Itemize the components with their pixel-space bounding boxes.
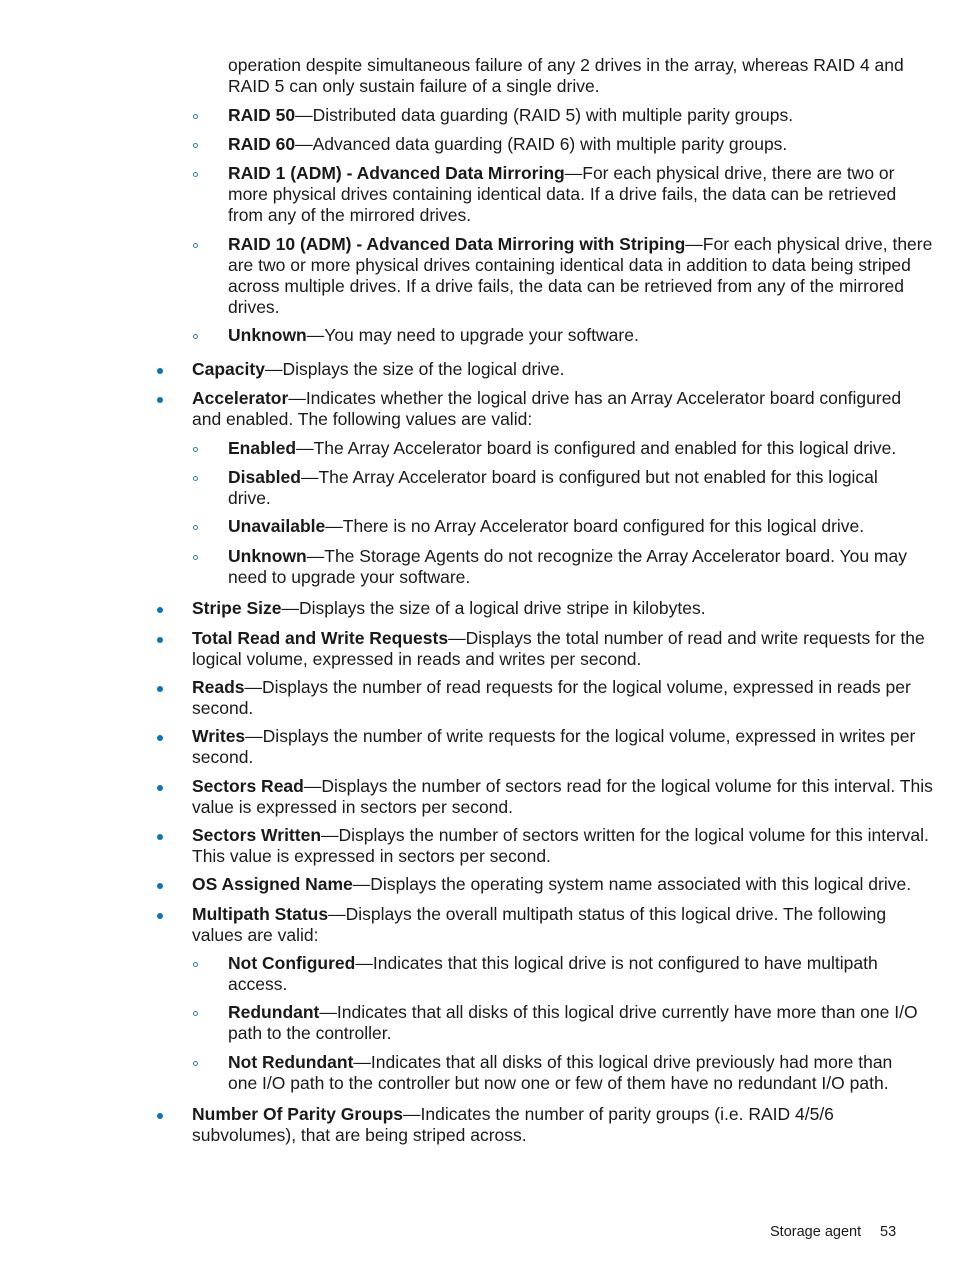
sub-list-item-line <box>228 255 911 276</box>
footer-section-title: Storage agent <box>770 1224 862 1240</box>
description-text: second. <box>192 747 254 767</box>
bullet-icon <box>157 1113 163 1119</box>
description-text: —The Array Accelerator board is configured and enabled for this logical drive. <box>296 438 897 458</box>
term-label: Reads <box>192 677 245 697</box>
description-text: subvolumes), that are being striped across. <box>192 1125 527 1145</box>
description-text: —Displays the size of a logical drive stripe in kilobytes. <box>281 598 706 618</box>
list-item-line <box>192 388 901 409</box>
description-text: one I/O path to the controller but now one or few of them have no redundant I/O path. <box>228 1073 889 1093</box>
bullet-icon <box>157 785 163 791</box>
list-item-line <box>192 874 911 895</box>
description-text: second. <box>192 698 254 718</box>
sub-bullet-icon <box>193 172 198 177</box>
description-text: from any of the mirrored drives. <box>228 205 472 225</box>
description-text: drives. <box>228 297 280 317</box>
term-label: Unknown <box>228 325 307 345</box>
sub-list-item-line <box>228 1002 918 1023</box>
description-text: —For each physical drive, there are two or <box>564 163 895 183</box>
term-label: Enabled <box>228 438 297 458</box>
list-item-line <box>192 904 886 925</box>
description-text: —The Storage Agents do not recognize the Array Accelerator board. You may <box>306 546 907 566</box>
description-text: —The Array Accelerator board is configured but not enabled for this logical <box>300 467 878 487</box>
sub-list-item-line <box>228 488 271 509</box>
sub-bullet-icon <box>193 243 198 248</box>
sub-list-item-line <box>228 1073 889 1094</box>
term-label: OS Assigned Name <box>192 874 353 894</box>
term-label: Accelerator <box>192 388 289 408</box>
list-item-line <box>192 1104 834 1125</box>
description-text: —There is no Array Accelerator board configured for this logical drive. <box>325 516 865 536</box>
sub-list-item-line <box>228 276 904 297</box>
sub-bullet-icon <box>193 1061 198 1066</box>
footer-page-number: 53 <box>880 1224 897 1240</box>
list-item-line <box>192 747 253 768</box>
bullet-icon <box>157 368 163 374</box>
sub-list-item-line <box>228 325 639 346</box>
description-text: —Displays the number of sectors written for the logical volume for this interval. <box>321 825 929 845</box>
sub-bullet-icon <box>193 525 198 530</box>
sub-list-item-line <box>228 567 470 588</box>
sub-list-item-line <box>228 55 904 76</box>
list-item-line <box>192 846 551 867</box>
description-text: and enabled. The following values are valid: <box>192 409 533 429</box>
bullet-icon <box>157 637 163 643</box>
sub-list-item-line <box>228 134 787 155</box>
sub-bullet-icon <box>193 476 198 481</box>
list-item-line <box>192 925 318 946</box>
term-label: RAID 10 (ADM) - Advanced Data Mirroring with Striping <box>228 234 686 254</box>
sub-list-item-line <box>228 184 896 205</box>
list-item-line <box>192 628 925 649</box>
description-text: —Displays the total number of read and write requests for the <box>448 628 925 648</box>
bullet-icon <box>157 834 163 840</box>
description-text: —Displays the size of the logical drive. <box>264 359 565 379</box>
description-text: need to upgrade your software. <box>228 567 471 587</box>
term-label: Unknown <box>228 546 307 566</box>
sub-list-item-line <box>228 438 896 459</box>
sub-list-item-line <box>228 297 280 318</box>
list-item-line <box>192 598 706 619</box>
sub-bullet-icon <box>193 555 198 560</box>
term-label: Sectors Read <box>192 776 304 796</box>
term-label: Writes <box>192 726 246 746</box>
list-item-line <box>192 1125 527 1146</box>
description-text: RAID 5 can only sustain failure of a single drive. <box>228 76 600 96</box>
description-text: value is expressed in sectors per second. <box>192 797 513 817</box>
bullet-icon <box>157 735 163 741</box>
sub-list-item-line <box>228 163 894 184</box>
description-text: logical volume, expressed in reads and writes per second. <box>192 649 642 669</box>
list-item-line <box>192 698 253 719</box>
list-item-line <box>192 726 915 747</box>
description-text: values are valid: <box>192 925 319 945</box>
description-text: path to the controller. <box>228 1023 392 1043</box>
sub-bullet-icon <box>193 334 198 339</box>
term-label: Capacity <box>192 359 265 379</box>
sub-list-item-line <box>228 1052 892 1073</box>
sub-bullet-icon <box>193 1011 198 1016</box>
sub-bullet-icon <box>193 962 198 967</box>
bullet-icon <box>157 883 163 889</box>
description-text: —Indicates the number of parity groups (i.e. RAID 4/5/6 <box>403 1104 834 1124</box>
term-label: Sectors Written <box>192 825 322 845</box>
bullet-icon <box>157 607 163 613</box>
term-label: Stripe Size <box>192 598 282 618</box>
sub-list-item-line <box>228 1023 391 1044</box>
sub-list-item-line <box>228 76 600 97</box>
description-text: more physical drives containing identical data. If a drive fails, the data can be retrieved <box>228 184 897 204</box>
description-text: —Displays the number of write requests for the logical volume, expressed in writes per <box>245 726 916 746</box>
description-text: are two or more physical drives containing identical data in addition to data being striped <box>228 255 911 275</box>
description-text: —Indicates that this logical drive is not configured to have multipath <box>355 953 878 973</box>
term-label: Total Read and Write Requests <box>192 628 449 648</box>
term-label: Not Configured <box>228 953 356 973</box>
bullet-icon <box>157 913 163 919</box>
sub-list-item-line <box>228 105 793 126</box>
term-label: RAID 60 <box>228 134 296 154</box>
term-label: RAID 50 <box>228 105 296 125</box>
list-item-line <box>192 649 641 670</box>
bullet-icon <box>157 686 163 692</box>
description-text: —Indicates whether the logical drive has an Array Accelerator board configured <box>288 388 902 408</box>
description-text: —Displays the number of read requests for the logical volume, expressed in reads per <box>244 677 911 697</box>
term-label: Unavailable <box>228 516 326 536</box>
list-item-line <box>192 776 933 797</box>
description-text: —Advanced data guarding (RAID 6) with multiple parity groups. <box>295 134 788 154</box>
sub-bullet-icon <box>193 143 198 148</box>
sub-list-item-line <box>228 467 878 488</box>
term-label: Multipath Status <box>192 904 329 924</box>
description-text: —Displays the overall multipath status of this logical drive. The following <box>328 904 887 924</box>
term-label: RAID 1 (ADM) - Advanced Data Mirroring <box>228 163 565 183</box>
sub-list-item-line <box>228 546 907 567</box>
list-item-line <box>192 797 513 818</box>
term-label: Redundant <box>228 1002 320 1022</box>
description-text: This value is expressed in sectors per second. <box>192 846 551 866</box>
sub-list-item-line <box>228 953 878 974</box>
list-item-line <box>192 825 929 846</box>
description-text: —You may need to upgrade your software. <box>306 325 639 345</box>
list-item-line <box>192 677 911 698</box>
sub-list-item-line <box>228 205 471 226</box>
sub-list-item-line <box>228 516 864 537</box>
list-item-line <box>192 359 565 380</box>
term-label: Disabled <box>228 467 301 487</box>
sub-list-item-line <box>228 974 287 995</box>
description-text: —Indicates that all disks of this logical drive currently have more than one I/O <box>319 1002 918 1022</box>
sub-bullet-icon <box>193 114 198 119</box>
sub-list-item-line <box>228 234 932 255</box>
list-item-line <box>192 409 532 430</box>
bullet-icon <box>157 397 163 403</box>
sub-bullet-icon <box>193 447 198 452</box>
description-text: —Displays the number of sectors read for the logical volume for this interval. This <box>303 776 933 796</box>
term-label: Not Redundant <box>228 1052 354 1072</box>
description-text: across multiple drives. If a drive fails, the data can be retrieved from any of the mirrored <box>228 276 904 296</box>
description-text: —Distributed data guarding (RAID 5) with multiple parity groups. <box>295 105 794 125</box>
description-text: —For each physical drive, there <box>685 234 933 254</box>
description-text: —Indicates that all disks of this logical drive previously had more than <box>353 1052 893 1072</box>
description-text: operation despite simultaneous failure of any 2 drives in the array, whereas RAID 4 and <box>228 55 904 75</box>
description-text: drive. <box>228 488 271 508</box>
description-text: access. <box>228 974 288 994</box>
description-text: —Displays the operating system name associated with this logical drive. <box>352 874 912 894</box>
term-label: Number Of Parity Groups <box>192 1104 404 1124</box>
